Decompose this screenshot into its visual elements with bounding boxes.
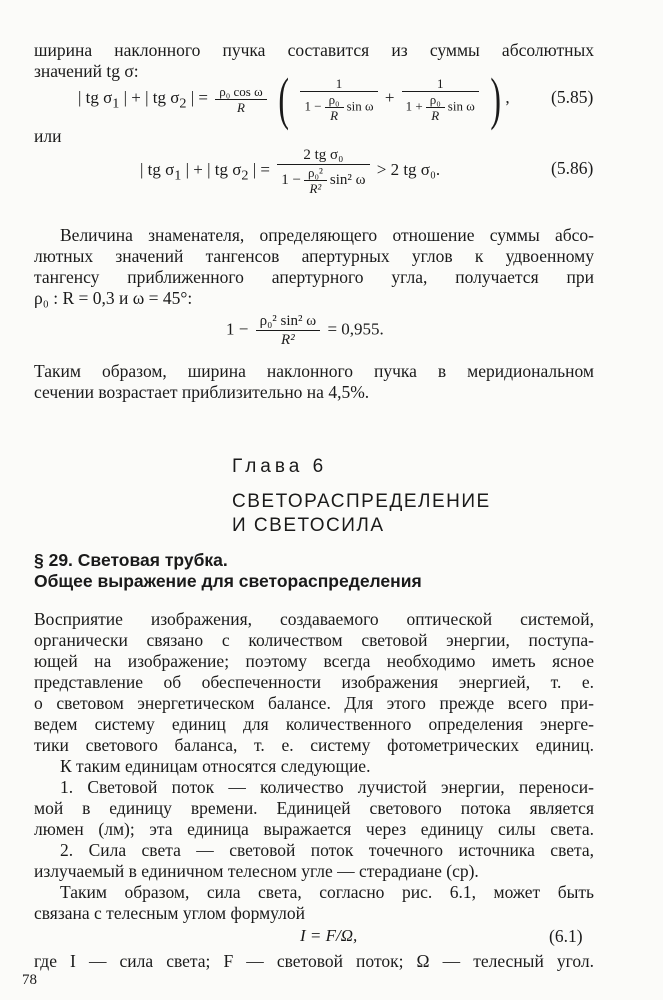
text-line: сечении возрастает приблизительно на 4,5%. [34, 382, 370, 402]
text-line: Таким образом, ширина наклонного пучка в меридиональном [34, 361, 594, 381]
text-line: К таким единицам относятся следующие. [60, 756, 371, 776]
text-line: лютных значений тангенсов апертурных углов к удвоенному [34, 246, 594, 266]
chapter-number: Глава 6 [232, 456, 328, 477]
text-line: представление об обеспеченности изображения энергией, т. е. [34, 672, 594, 692]
text-line: о световом энергетическом балансе. Для этого прежде всего при- [34, 693, 594, 713]
text-line: ширина наклонного пучка составится из суммы абсолютных [34, 40, 594, 60]
section-heading: Общее выражение для светораспределения [34, 571, 422, 591]
text-line: где I — сила света; F — световой поток; Ω — телесный угол. [34, 951, 594, 971]
section-heading: § 29. Световая трубка. [34, 550, 228, 570]
text-line: Величина знаменателя, определяющего отношение суммы абсо- [60, 225, 594, 245]
left-paren: ( [278, 66, 289, 131]
chapter-title: СВЕТОРАСПРЕДЕЛЕНИЕ [232, 491, 491, 512]
text-line: люмен (лм); эта единица выражается через единицу силы света. [34, 819, 594, 839]
equation-5-85: | tg $\sigma_1$ | + | tg $\sigma_2$ | = $\frac{\text{ρ₀ cos ω}}{R}$ ( 1 1 − $\frac{\text{ρ₀}}{R}$ sin ω + 1 1 + $\frac{\text{ρ₀}}{R}$ sin ω ) , [78, 66, 510, 131]
text-line: ведем систему единиц для количественного определения энерге- [34, 714, 594, 734]
text-line: Восприятие изображения, создаваемого оптической системой, [34, 609, 594, 629]
fraction: $\frac{\text{ρ₀² sin² ω}}{\text{R²}}$ [256, 312, 321, 349]
text-line: 2. Сила света — световой поток точечного источника света, [60, 840, 594, 860]
equation-5-86: | tg $\sigma_1$ | + | tg $\sigma_2$ | = 2 tg σ₀ 1 − $\frac{\text{ρ₀²}}{\text{R²}}$ sin² ω > 2 tg σ₀. [140, 147, 441, 196]
equation-number: (5.86) [551, 158, 594, 178]
text-line: тангенсу приближенного апертурного угла, получается при [34, 267, 594, 287]
text-line: значений tg σ: [34, 61, 139, 81]
text-line: 1. Световой поток — количество лучистой энергии, переноси- [60, 777, 594, 797]
text-line: ющей на изображение; поэтому всегда необходимо иметь ясное [34, 651, 594, 671]
text-line: или [34, 126, 62, 146]
text-line: органически связано с количеством световой энергии, поступа- [34, 630, 594, 650]
text-line: Таким образом, сила света, согласно рис. 6.1, может быть [60, 882, 594, 902]
chapter-title: И СВЕТОСИЛА [232, 515, 385, 536]
right-paren: ) [490, 66, 502, 131]
text-line: тики светового баланса, т. е. систему фотометрических единиц. [34, 735, 594, 755]
equation-value: 1 − $\frac{\text{ρ₀² sin² ω}}{\text{R²}}$ = 0,955. [226, 313, 384, 348]
equation-number: (6.1) [549, 926, 583, 946]
fraction: 1 1 − $\frac{\text{ρ₀}}{R}$ sin ω [300, 76, 377, 123]
fraction: $\frac{\text{ρ₀ cos ω}}{R}$ [215, 84, 266, 115]
equation-number: (5.85) [551, 87, 594, 107]
fraction: 2 tg σ₀ 1 − $\frac{\text{ρ₀²}}{\text{R²}}$ sin² ω [277, 146, 369, 196]
text-line: мой в единицу времени. Единицей светового потока является [34, 798, 594, 818]
text-line: ρ₀ : R = 0,3 и ω = 45°: [34, 288, 193, 308]
page-number: 78 [22, 972, 37, 988]
text-line: излучаемый в единичном телесном угле — стерадиане (ср). [34, 861, 479, 881]
text-line: связана с телесным углом формулой [34, 903, 305, 923]
equation-6-1: I = F/Ω, [300, 926, 358, 945]
fraction: 1 1 + $\frac{\text{ρ₀}}{R}$ sin ω [402, 76, 479, 123]
